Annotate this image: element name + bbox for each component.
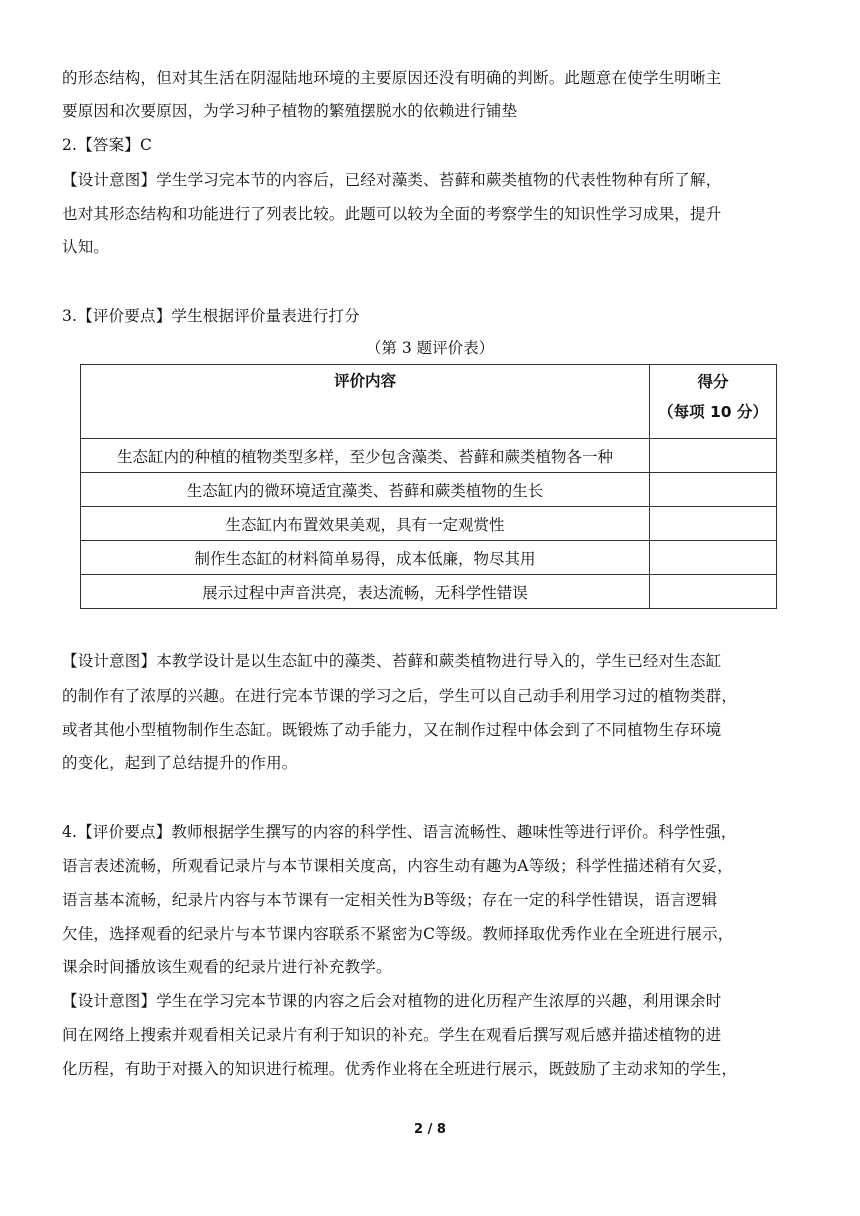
text-line: 【设计意图】学生在学习完本节课的内容之后会对植物的进化历程产生浓厚的兴趣，利用课余时	[62, 992, 722, 1010]
text-line: 认知。	[62, 238, 110, 256]
header-content: 评价内容	[81, 365, 650, 439]
score-cell	[650, 473, 777, 507]
text-line: 间在网络上搜索并观看相关记录片有利于知识的补充。学生在观看后撰写观后感并描述植物的进	[62, 1026, 722, 1044]
text-line: 欠佳，选择观看的纪录片与本节课内容联系不紧密为C等级。教师择取优秀作业在全班进行展示，	[62, 925, 734, 943]
page-number: 2 / 8	[414, 1122, 446, 1137]
text-line: 要原因和次要原因，为学习种子植物的繁殖摆脱水的依赖进行铺垫	[62, 102, 518, 120]
section-heading: 4.【评价要点】教师根据学生撰写的内容的科学性、语言流畅性、趣味性等进行评价。科学性强，	[62, 823, 737, 841]
score-cell	[650, 575, 777, 609]
text-line: 的制作有了浓厚的兴趣。在进行完本节课的学习之后，学生可以自己动手利用学习过的植物类群，	[62, 687, 738, 705]
score-cell	[650, 507, 777, 541]
text-line: 或者其他小型植物制作生态缸。既锻炼了动手能力，又在制作过程中体会到了不同植物生存环境	[62, 721, 722, 739]
table-caption: （第 3 题评价表）	[365, 339, 495, 357]
section-heading: 3.【评价要点】学生根据评价量表进行打分	[62, 307, 360, 325]
text-line: 【设计意图】学生学习完本节的内容后，已经对藻类、苔藓和蕨类植物的代表性物种有所了解，	[62, 171, 722, 189]
criterion-cell: 生态缸内布置效果美观，具有一定观赏性	[81, 507, 650, 541]
criterion-cell: 生态缸内的种植的植物类型多样，至少包含藻类、苔藓和蕨类植物各一种	[81, 439, 650, 473]
criterion-cell: 生态缸内的微环境适宜藻类、苔藓和蕨类植物的生长	[81, 473, 650, 507]
table-header-row	[81, 365, 777, 439]
text-line: 的形态结构，但对其生活在阴湿陆地环境的主要原因还没有明确的判断。此题意在使学生明晰主	[62, 69, 722, 87]
table-row	[81, 541, 777, 575]
text-line: 也对其形态结构和功能进行了列表比较。此题可以较为全面的考察学生的知识性学习成果，提升	[62, 205, 722, 223]
score-cell	[650, 541, 777, 575]
text-line: 【设计意图】本教学设计是以生态缸中的藻类、苔藓和蕨类植物进行导入的，学生已经对生态缸	[62, 652, 722, 670]
criterion-cell: 展示过程中声音洪亮，表达流畅，无科学性错误	[81, 575, 650, 609]
header-score-note: （每项 10 分）	[658, 403, 768, 421]
table-row	[81, 439, 777, 473]
evaluation-table	[80, 364, 777, 609]
criterion-cell: 制作生态缸的材料简单易得，成本低廉，物尽其用	[81, 541, 650, 575]
score-cell	[650, 439, 777, 473]
header-score-title: 得分	[697, 373, 729, 391]
text-line: 化历程，有助于对摄入的知识进行梳理。优秀作业将在全班进行展示，既鼓励了主动求知的学生，	[62, 1060, 738, 1078]
text-line: 语言基本流畅，纪录片内容与本节课有一定相关性为B等级；存在一定的科学性错误，语言逻辑	[62, 891, 718, 909]
header-score	[650, 365, 777, 439]
text-line: 语言表述流畅，所观看记录片与本节课相关度高，内容生动有趣为A等级；科学性描述稍有欠妥，	[62, 857, 733, 875]
answer-line: 2.【答案】C	[62, 136, 153, 154]
table-row	[81, 575, 777, 609]
text-line: 的变化，起到了总结提升的作用。	[62, 754, 298, 772]
table-row	[81, 507, 777, 541]
text-line: 课余时间播放该生观看的纪录片进行补充教学。	[62, 958, 392, 976]
table-row	[81, 473, 777, 507]
